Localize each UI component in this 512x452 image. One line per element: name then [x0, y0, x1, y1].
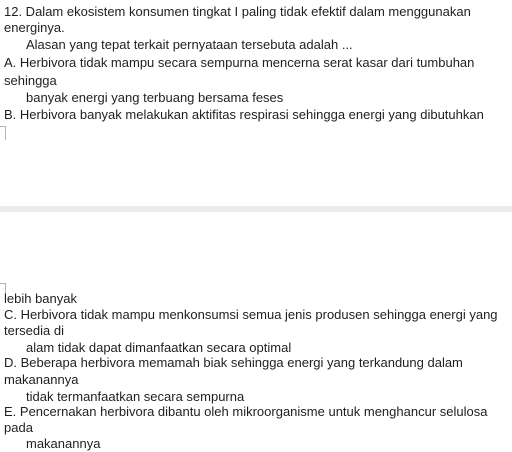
option-e-line-1: E. Pencernakan herbivora dibantu oleh mikroorganisme untuk menghancur selulosa	[4, 404, 488, 419]
option-c-line-1: C. Herbivora tidak mampu menkonsumsi semua jenis produsen sehingga energi yang	[4, 307, 498, 322]
option-b-line-2: lebih banyak	[4, 291, 77, 306]
option-a-line-1: A. Herbivora tidak mampu secara sempurna mencerna serat kasar dari tumbuhan	[4, 55, 475, 70]
question-line-1: 12. Dalam ekosistem konsumen tingkat I paling tidak efektif dalam menggunakan	[4, 4, 471, 19]
page-break-band	[0, 206, 512, 212]
option-d-line-2: makanannya	[4, 372, 79, 387]
page-corner-top	[0, 126, 6, 140]
option-c-line-3: alam tidak dapat dimanfaatkan secara optimal	[26, 340, 292, 355]
option-d-line-1: D. Beberapa herbivora memamah biak sehingga energi yang terkandung dalam	[4, 355, 463, 370]
option-b-line-1: B. Herbivora banyak melakukan aktifitas respirasi sehingga energi yang dibutuhkan	[4, 107, 484, 122]
question-line-2: energinya.	[4, 20, 65, 35]
option-e-line-2: pada	[4, 420, 33, 435]
option-e-line-3: makanannya	[26, 436, 101, 451]
question-line-3: Alasan yang tepat terkait pernyataan tersebuta adalah ...	[26, 37, 353, 52]
option-a-line-2: sehingga	[4, 73, 57, 88]
option-a-line-3: banyak energi yang terbuang bersama feses	[26, 90, 284, 105]
option-c-line-2: tersedia di	[4, 323, 64, 338]
option-d-line-3: tidak termanfaatkan secara sempurna	[26, 389, 245, 404]
